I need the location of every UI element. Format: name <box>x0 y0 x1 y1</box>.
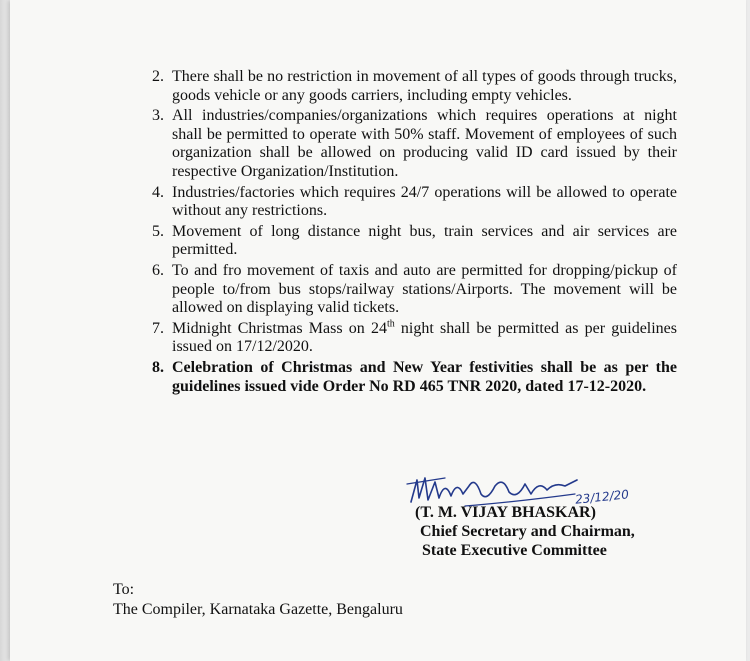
item-text: To and fro movement of taxis and auto are permitted for dropping/pickup of people to/from bus stops/railway stations/Airports. The movement will be allowed on displaying valid tickets. <box>172 261 677 317</box>
recipient-label: To: <box>113 581 135 598</box>
item-text: All industries/companies/organizations which requires operations at night shall be permitted to operate with 50% staff. Movement of employees of such organization shall be allowed on producing valid ID card issued by their respective Organization/Institution. <box>172 107 677 180</box>
list-item-7 <box>10 320 677 357</box>
item-text: There shall be no restriction in movement of all types of goods through trucks, goods vehicle or any goods carriers, including empty vehicles. <box>172 68 677 104</box>
list-item-4 <box>10 184 677 221</box>
item-number: 4. <box>152 183 164 201</box>
list-item-6 <box>10 262 677 318</box>
item-number: 3. <box>152 107 164 125</box>
item-text-after: night shall be permitted as per guidelines issued on 17/12/2020. <box>172 319 678 356</box>
item-superscript: th <box>386 318 395 330</box>
signatory-name: (T. M. VIJAY BHASKAR) <box>415 504 596 521</box>
list-item-5 <box>10 223 677 260</box>
item-text: Movement of long distance night bus, train services and air services are permitted. <box>172 222 677 259</box>
page-edge <box>0 0 10 661</box>
item-number: 2. <box>152 68 164 85</box>
signatory-designation: Chief Secretary and Chairman, <box>420 523 635 540</box>
recipient-address: The Compiler, Karnataka Gazette, Bengaluru <box>113 601 403 618</box>
item-number: 6. <box>152 261 164 279</box>
order-list <box>10 68 746 396</box>
item-number: 7. <box>152 319 164 337</box>
signature-date: 23/12/20 <box>574 487 630 507</box>
item-text: Industries/factories which requires 24/7 operations will be allowed to operate without any restrictions. <box>172 183 677 220</box>
document-page <box>10 0 746 661</box>
item-text-before: Midnight Christmas Mass on 24 <box>172 319 387 337</box>
list-item-2 <box>10 68 677 105</box>
item-text: Celebration of Christmas and New Year festivities shall be as per the guidelines issued vide Order No RD 465 TNR 2020, dated 17-12-2020. <box>172 358 677 395</box>
item-number: 8. <box>152 358 164 376</box>
signatory-committee: State Executive Committee <box>422 542 607 559</box>
list-item-8 <box>10 359 677 396</box>
list-item-3 <box>10 107 677 181</box>
item-number: 5. <box>152 222 164 240</box>
